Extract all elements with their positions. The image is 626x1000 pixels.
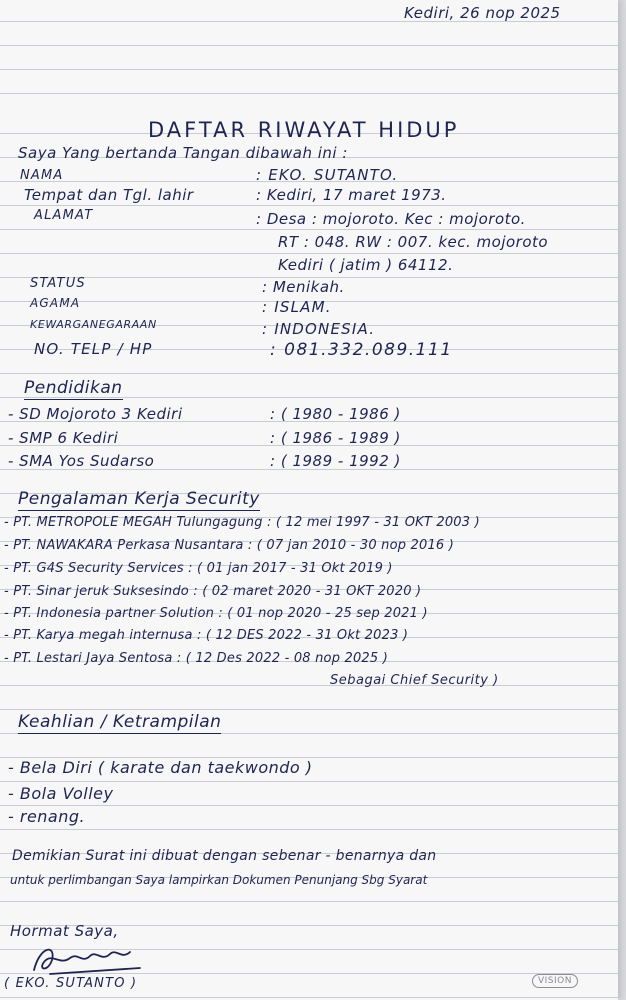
experience-item-4: - PT. Sinar jeruk Suksesindo : ( 02 maret 2020 - 31 OKT 2020 )	[4, 584, 422, 599]
education-heading: Pendidikan	[24, 378, 123, 398]
education-years-2: : ( 1986 - 1989 )	[270, 429, 401, 447]
label-telp: NO. TELP / HP	[34, 340, 153, 358]
experience-item-3: - PT. G4S Security Services : ( 01 jan 2017 - 31 Okt 2019 )	[4, 561, 393, 576]
education-years-3: : ( 1989 - 1992 )	[270, 452, 401, 470]
value-ttl: : Kediri, 17 maret 1973.	[256, 186, 447, 204]
experience-note: Sebagai Chief Security )	[330, 673, 499, 688]
label-nama: NAMA	[20, 168, 64, 183]
label-ttl: Tempat dan Tgl. lahir	[24, 186, 194, 204]
watermark: VISION	[532, 974, 578, 988]
date-line: Kediri, 26 nop 2025	[404, 4, 561, 22]
value-kewarganegaraan: : INDONESIA.	[262, 320, 376, 338]
value-alamat-2: RT : 048. RW : 007. kec. mojoroto	[278, 233, 549, 251]
skill-item-2: - Bola Volley	[8, 784, 114, 803]
skill-item-3: - renang.	[8, 807, 86, 826]
label-agama: AGAMA	[30, 296, 81, 310]
experience-heading: Pengalaman Kerja Security	[18, 489, 260, 509]
experience-item-2: - PT. NAWAKARA Perkasa Nusantara : ( 07 jan 2010 - 30 nop 2016 )	[4, 538, 455, 553]
closing-line-2: untuk perlimbangan Saya lampirkan Dokumen Penunjang Sbg Syarat	[10, 873, 428, 887]
value-agama: : ISLAM.	[262, 298, 332, 316]
signoff: Hormat Saya,	[10, 922, 119, 940]
education-school-3: - SMA Yos Sudarso	[8, 452, 155, 470]
experience-item-5: - PT. Indonesia partner Solution : ( 01 nop 2020 - 25 sep 2021 )	[4, 606, 428, 621]
label-alamat: ALAMAT	[34, 208, 94, 223]
value-alamat-1: : Desa : mojoroto. Kec : mojoroto.	[256, 210, 526, 228]
value-telp: : 081.332.089.111	[270, 340, 453, 360]
education-years-1: : ( 1980 - 1986 )	[270, 405, 401, 423]
label-status: STATUS	[30, 276, 86, 291]
education-school-2: - SMP 6 Kediri	[8, 429, 119, 447]
document-title: DAFTAR RIWAYAT HIDUP	[148, 118, 460, 142]
experience-item-7: - PT. Lestari Jaya Sentosa : ( 12 Des 2022 - 08 nop 2025 )	[4, 651, 388, 666]
experience-item-6: - PT. Karya megah internusa : ( 12 DES 2022 - 31 Okt 2023 )	[4, 628, 409, 643]
intro-line: Saya Yang bertanda Tangan dibawah ini :	[18, 144, 348, 162]
label-kewarganegaraan: KEWARGANEGARAAN	[30, 318, 157, 331]
value-alamat-3: Kediri ( jatim ) 64112.	[278, 256, 454, 274]
signature-name: ( EKO. SUTANTO )	[4, 976, 138, 991]
education-school-1: - SD Mojoroto 3 Kediri	[8, 405, 183, 423]
value-status: : Menikah.	[262, 278, 345, 296]
closing-line-1: Demikian Surat ini dibuat dengan sebenar - benarnya dan	[12, 848, 437, 864]
handwritten-signature	[30, 940, 150, 980]
skills-heading: Keahlian / Ketrampilan	[18, 712, 222, 732]
experience-item-1: - PT. METROPOLE MEGAH Tulungagung : ( 12 mei 1997 - 31 OKT 2003 )	[4, 515, 480, 530]
value-nama: : EKO. SUTANTO.	[256, 166, 399, 184]
skill-item-1: - Bela Diri ( karate dan taekwondo )	[8, 758, 313, 777]
